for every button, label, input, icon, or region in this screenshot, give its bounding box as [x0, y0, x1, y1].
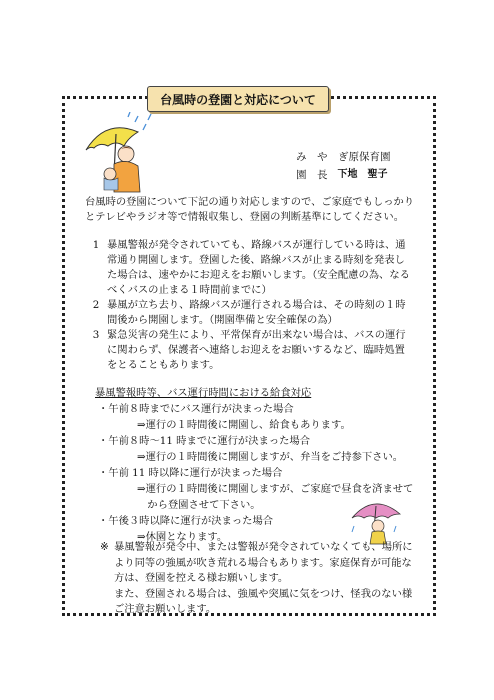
meal-case-label: ・午後３時以降に運行が決まった場合 [98, 515, 274, 527]
page-title: 台風時の登園と対応について [147, 86, 329, 112]
list-item-number: 1 [92, 239, 100, 251]
nursery-name: み や ぎ原保育園 [296, 151, 391, 163]
note-mark: ※ [100, 541, 109, 553]
meal-case-result: ⇒運行の１時間後に開園しますが、ご家庭で昼食を済ませて [137, 483, 414, 495]
note-text: また、登園される場合は、強風や突風に気をつけ、怪我のない様ご注意お願いします。 [114, 587, 413, 615]
child-umbrella-illustration [348, 496, 404, 546]
meal-case-result: ⇒運行の１時間後に開園しますが、弁当をご持参下さい。 [137, 451, 404, 463]
mother-umbrella-illustration [80, 112, 160, 200]
meal-case-result: から登園させて下さい。 [137, 499, 261, 511]
rain-drops [128, 112, 151, 130]
note-block [100, 540, 420, 618]
list-item [85, 328, 415, 373]
intro-paragraph: 台風時の登園について下記の通り対応しますので、ご家庭でもしっかりとテレビやラジオ等で情報収集し、登園の判断基準にしてください。 [85, 196, 415, 223]
signature [296, 168, 388, 182]
list-item-text: 緊急災害の発生により、平常保育が出来ない場合は、バスの運行に関わらず、保護者へ連絡しお迎えをお願いするなど、臨時処置をとることもあります。 [107, 329, 406, 371]
meal-case-label: ・午前８時～11 時までに運行が決まった場合 [98, 435, 311, 447]
signature-name: 下地 聖子 [337, 169, 388, 180]
list-item [85, 238, 415, 298]
meal-case-result: ⇒運行の１時間後に開園し、給食もあります。 [137, 419, 351, 431]
list-item [85, 298, 415, 328]
meal-case-label: ・午前８時までにバス運行が決まった場合 [98, 403, 294, 415]
list-item-number: 2 [92, 299, 100, 311]
list-item-number: 3 [92, 329, 100, 341]
note-text: 暴風警報が発令中、または警報が発令されていなくても、場所により同等の強風が吹き荒れる場合もあります。家庭保育が可能な方は、登園を控える様お願いします。 [114, 541, 413, 584]
list-item-text: 暴風警報が発令されていても、路線バスが運行している時は、通常通り開園します。登園した後、路線バスが止まる時刻を発表した場合は、速やかにお迎えをお願いします。（安全配慮の為、なるべくバスの止まる１時間前までに） [107, 239, 410, 296]
meal-section-title: 暴風警報時等、バス運行時間における給食対応 [95, 387, 312, 399]
list-item-text: 暴風が立ち去り、路線バスが運行される場合は、その時刻の１時間後から開園します。（開園準備と安全確保の為） [107, 299, 406, 326]
meal-case-label: ・午前 11 時以降に運行が決まった場合 [98, 467, 283, 479]
meal-case-result: ⇒休園となります。 [137, 531, 228, 543]
signature-role: 園 長 [296, 169, 328, 181]
